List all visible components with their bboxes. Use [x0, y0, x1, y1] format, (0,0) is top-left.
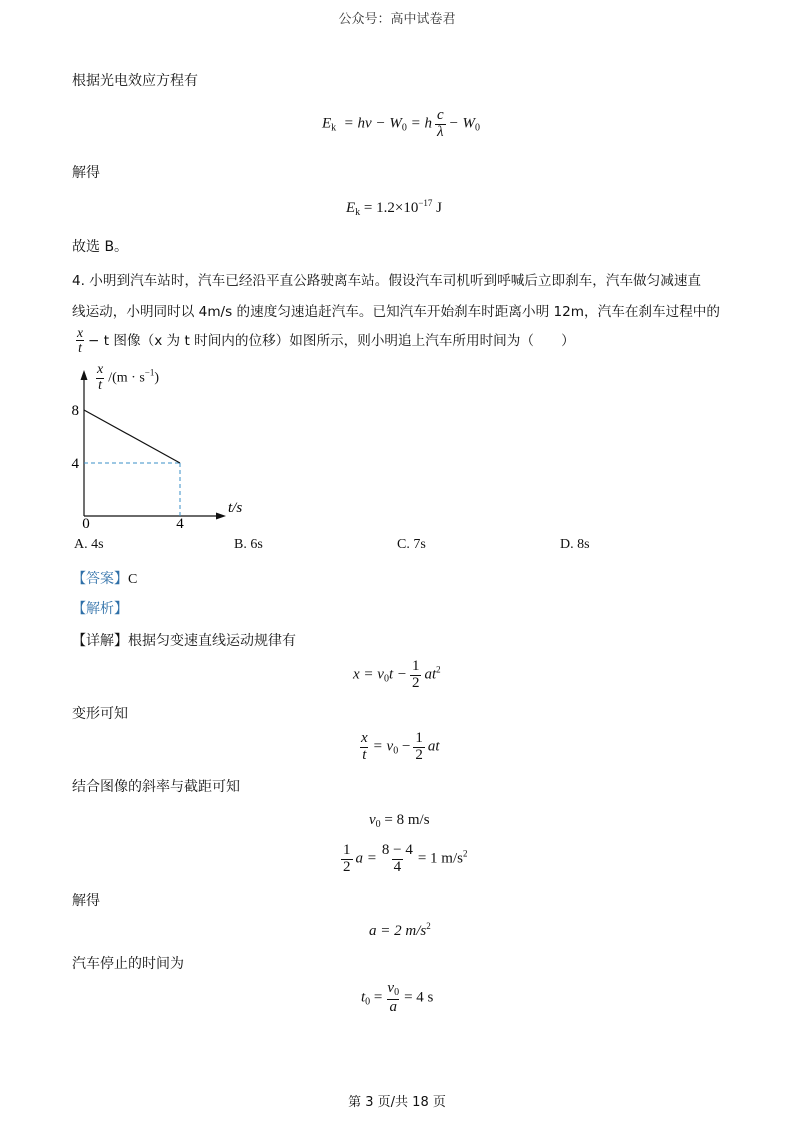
option-c[interactable]: C. 7s	[397, 537, 426, 552]
text-photoelectric: 根据光电效应方程有	[72, 73, 198, 89]
text-transform: 变形可知	[72, 706, 128, 722]
origin-label: 0	[82, 516, 90, 532]
equation-xt: $\frac{x}{t}$ = $v_0$ − $\frac{1}{2}$ at	[361, 730, 440, 763]
y-tick-4: 4	[71, 456, 79, 472]
equation-displacement: $x = v_0t$ − $\frac{1}{2}$ $at^2$	[353, 658, 441, 691]
option-d[interactable]: D. 8s	[560, 537, 590, 552]
text-solve-1: 解得	[72, 165, 100, 181]
y-axis-arrow	[81, 370, 88, 380]
option-a[interactable]: A. 4s	[74, 537, 104, 552]
text-solve-2: 解得	[72, 893, 100, 909]
detail-line: 【详解】根据匀变速直线运动规律有	[72, 633, 296, 649]
question-line-3: $\frac{x}{t}$ − t 图像（x 为 t 时间内的位移）如图所示，则小明追上汽车所用时间为（ ）	[77, 325, 575, 356]
text-choose-b: 故选 B。	[72, 239, 129, 255]
option-b[interactable]: B. 6s	[234, 537, 263, 552]
x-axis-arrow	[216, 513, 226, 520]
equation-photoelectric: $E_k = h\nu - W_0 = h$ $\frac{c}{\lambda}$ − $W_0$	[322, 107, 480, 140]
question-line-2: 线运动，小明同时以 4m/s 的速度匀速追赶汽车。已知汽车开始刹车时距离小明 12m，汽车在刹车过程中的	[72, 304, 720, 320]
x-tick-4: 4	[176, 516, 184, 532]
y-axis-label: $\frac{x}{t}$ $/(m \cdot s^{-1})$	[97, 362, 160, 393]
page-footer: 第 3 页/共 18 页	[348, 1095, 446, 1110]
equation-a: a = 2 $m/s^2$	[369, 921, 431, 939]
y-tick-8: 8	[71, 403, 79, 419]
answer-line: 【答案】C	[72, 571, 138, 587]
equation-ek-value: $E_k = 1.2\times 10^{-17}$ J	[346, 198, 443, 218]
equation-half-a: $\frac{1}{2}$ a = $\frac{8 - 4}{4}$ = 1 $m/s^2$	[343, 842, 468, 875]
page-header: 公众号：高中试卷君	[338, 12, 456, 27]
text-stop-time: 汽车停止的时间为	[72, 956, 184, 972]
data-series-line	[84, 410, 180, 463]
analysis-heading: 【解析】	[72, 601, 128, 617]
equation-v0: $v_0 = 8$ m/s	[369, 812, 430, 830]
x-axis-label: t/s	[228, 500, 243, 516]
equation-t0: $t_0$ = $\frac{v_0}{a}$ = 4 s	[361, 980, 434, 1015]
question-line-1: 4. 小明到汽车站时，汽车已经沿平直公路驶离车站。假设汽车司机听到呼喊后立即刹车，汽车做匀减速直	[72, 273, 702, 289]
text-slope-intercept: 结合图像的斜率与截距可知	[72, 779, 240, 795]
